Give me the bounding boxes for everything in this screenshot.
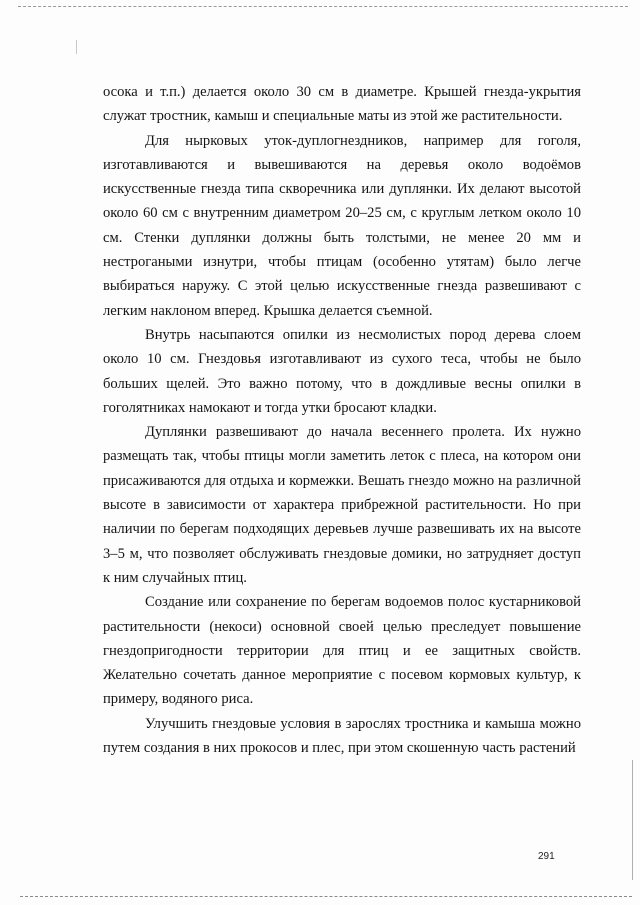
scan-mark bbox=[76, 40, 77, 54]
paragraph: Создание или сохранение по берегам водоемов полос кустарниковой растительности (некоси) основной своей целью преследует повышение гнездопригодности территории для птиц и ее защитных свойств. Желательно сочетать данное мероприятие с посевом кормовых культур, к примеру, водяного риса. bbox=[103, 594, 581, 708]
body-text bbox=[103, 80, 581, 760]
page-number: 291 bbox=[538, 851, 555, 862]
scan-edge-bottom bbox=[20, 896, 632, 897]
paragraph: Внутрь насыпаются опилки из несмолистых пород дерева слоем около 10 см. Гнездовья изготавливают из сухого теса, чтобы не было больших щелей. Это важно потому, что в дождливые весны опилки в гоголятниках намокают и тогда утки бросают кладки. bbox=[103, 326, 581, 416]
paragraph: осока и т.п.) делается около 30 см в диаметре. Крышей гнезда-укрытия служат тростник, камыш и специальные маты из этой же растительности. bbox=[103, 84, 581, 125]
paragraph: Для нырковых уток-дуплогнездников, например для гоголя, изготавливаются и вывешиваются на деревья около водоёмов искусственные гнезда типа скворечника или дуплянки. Их делают высотой около 60 см с внутренним диаметром 20–25 см, с круглым летком около 10 см. Стенки дуплянки должны быть толстыми, не менее 20 мм и нестрогаными изнутри, чтобы птицам (особенно утятам) было легче выбираться наружу. С этой целью искусственные гнезда развешивают с легким наклоном вперед. Крышка делается съемной. bbox=[103, 132, 581, 319]
scan-edge-right bbox=[632, 760, 633, 880]
paragraph: Улучшить гнездовые условия в зарослях тростника и камыша можно путем создания в них прокосов и плес, при этом скошенную часть растений bbox=[103, 715, 581, 757]
paragraph: Дуплянки развешивают до начала весеннего пролета. Их нужно размещать так, чтобы птицы могли заметить леток с плеса, на котором они присаживаются для отдыха и кормежки. Вешать гнездо можно на различной высоте в зависимости от характера прибрежной растительности. Но при наличии по берегам подходящих деревьев лучше развешивать их на высоте 3–5 м, что позволяет обслуживать гнездовые домики, но затрудняет доступ к ним случайных птиц. bbox=[103, 424, 581, 586]
scan-edge-top bbox=[18, 6, 628, 7]
